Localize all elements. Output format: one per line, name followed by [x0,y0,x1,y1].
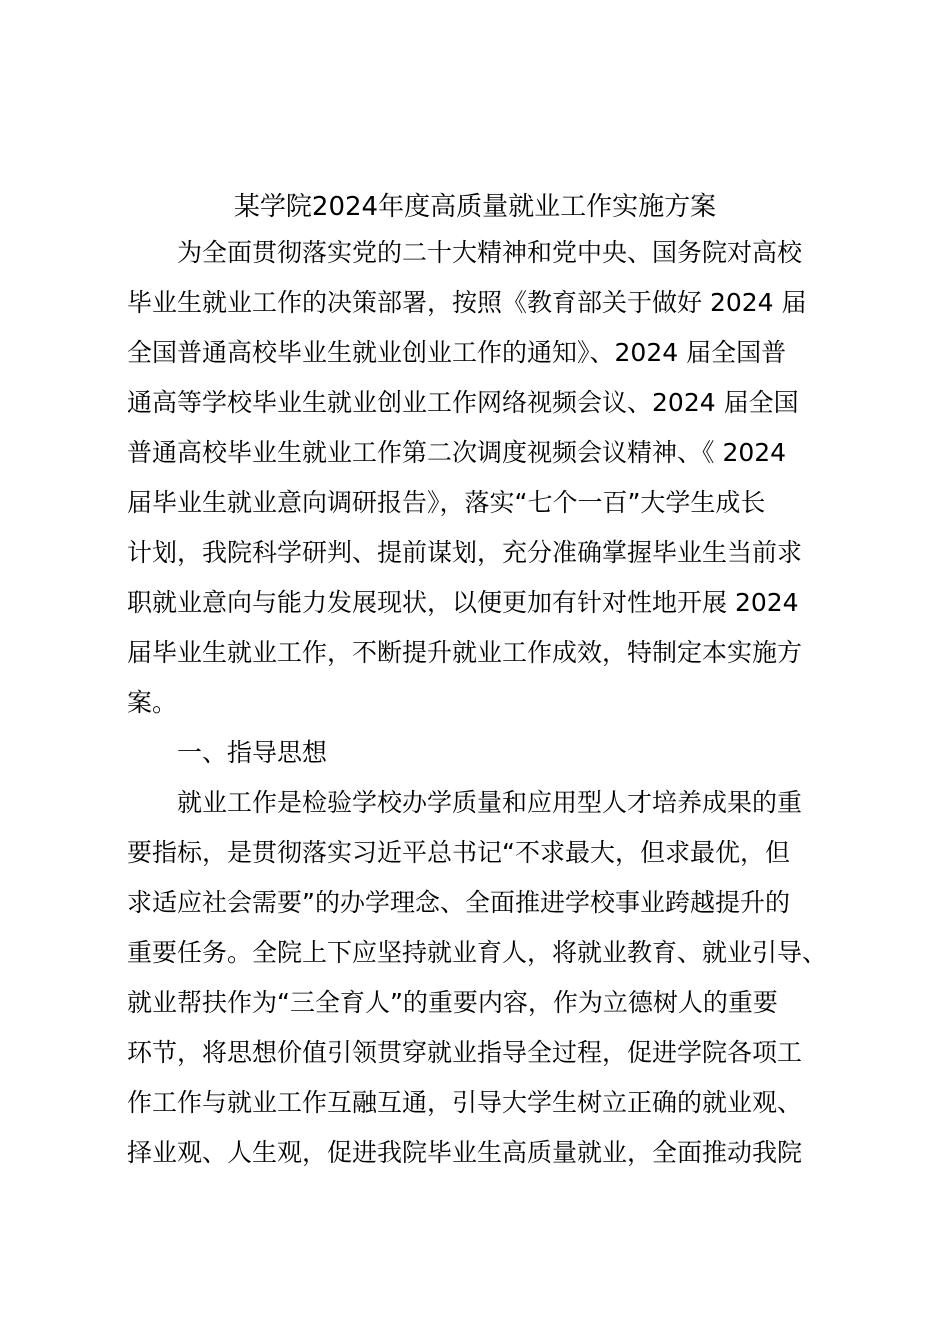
paragraph-line: 通高等学校毕业生就业创业工作网络视频会议、2024 届全国 [127,388,799,417]
paragraph-line: 普通高校毕业生就业工作第二次调度视频会议精神、《 2024 [127,438,787,467]
paragraph-line: 作工作与就业工作互融互通，引导大学生树立正确的就业观、 [127,1088,803,1117]
paragraph-line: 全国普通高校毕业生就业创业工作的通知》、2024 届全国普 [127,338,787,367]
paragraph-line: 计划，我院科学研判、提前谋划，充分准确掌握毕业生当前求 [127,538,803,567]
section-heading: 一、指导思想 [177,738,328,767]
paragraph-line: 职就业意向与能力发展现状，以便更加有针对性地开展 2024 [127,588,799,617]
paragraph-line: 毕业生就业工作的决策部署，按照《教育部关于做好 2024 届 [127,288,807,317]
document-title: 某学院2024年度高质量就业工作实施方案 [233,192,717,222]
paragraph-line: 环节，将思想价值引领贯穿就业指导全过程，促进学院各项工 [127,1038,803,1067]
paragraph-line: 为全面贯彻落实党的二十大精神和党中央、国务院对高校 [177,238,803,267]
paragraph-line: 案。 [127,688,178,717]
paragraph-line: 要指标，是贯彻落实习近平总书记“不求最大，但求最优，但 [127,838,790,867]
paragraph-line: 就业帮扶作为“三全育人”的重要内容，作为立德树人的重要 [127,988,778,1017]
paragraph-line: 择业观、人生观，促进我院毕业生高质量就业，全面推动我院 [127,1138,803,1167]
paragraph-line: 求适应社会需要”的办学理念、全面推进学校事业跨越提升的 [127,888,790,917]
paragraph-line: 届毕业生就业意向调研报告》，落实“七个一百”大学生成长 [127,488,766,517]
paragraph-line: 就业工作是检验学校办学质量和应用型人才培养成果的重 [177,788,803,817]
paragraph-line: 重要任务。全院上下应坚持就业育人，将就业教育、就业引导、 [127,938,828,967]
paragraph-line: 届毕业生就业工作，不断提升就业工作成效，特制定本实施方 [127,638,803,667]
